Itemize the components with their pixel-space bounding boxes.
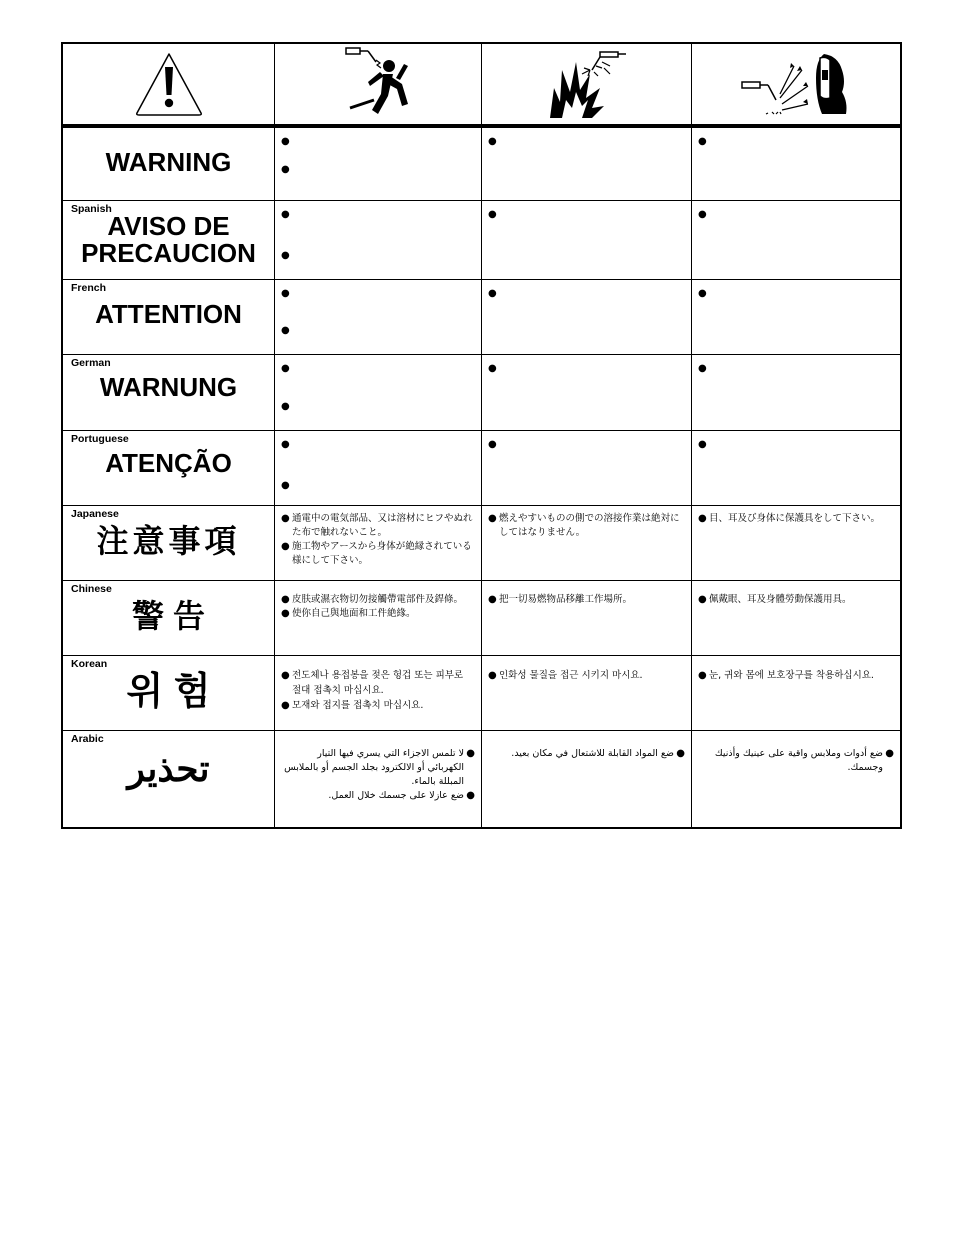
lang-cell-spanish	[63, 201, 275, 280]
warning-word: WARNING	[105, 147, 232, 177]
shock-instructions-german	[275, 355, 482, 431]
warning-word: 警 告	[132, 598, 205, 634]
list-item: ● 눈, 귀와 몸에 보호장구를 착용하십시요.	[698, 668, 894, 683]
warning-word: ATENÇÃO	[105, 448, 232, 478]
fire-instructions-french	[482, 280, 692, 355]
language-label: Portuguese	[71, 433, 129, 445]
warning-word: ATTENTION	[95, 299, 242, 329]
list-item: ● 施工物やアースから身体が絶縁されている様にして下さい。	[281, 540, 475, 568]
lang-cell-french	[63, 280, 275, 355]
list-item: ● 皮肤或濕衣物切勿接觸帶電部件及銲條。	[281, 593, 475, 607]
warning-word: AVISO DE PRECAUCION	[81, 211, 256, 268]
shock-instructions-korean	[275, 656, 482, 731]
list-item	[281, 207, 475, 248]
arc-instructions-french	[692, 280, 900, 355]
list-item: ● 佩戴眼、耳及身體勞動保護用具。	[698, 593, 894, 607]
list-item: ● 把一切易燃物品移離工作場所。	[488, 593, 685, 607]
list-item	[281, 437, 475, 478]
electric-shock-icon	[338, 44, 418, 124]
shock-instructions-japanese	[275, 506, 482, 581]
lang-cell-chinese	[63, 581, 275, 656]
list-item: ● 인화성 물질을 접근 시키지 마시요.	[488, 668, 685, 683]
arc-instructions-korean	[692, 656, 900, 731]
lang-cell-english	[63, 128, 275, 201]
lang-cell-arabic	[63, 731, 275, 827]
language-label	[71, 130, 274, 142]
electric-shock-cell	[275, 44, 482, 128]
list-item: ● 使你自己與地面和工件絶緣。	[281, 607, 475, 621]
lang-cell-german	[63, 355, 275, 431]
warning-word: 위 험	[126, 671, 211, 713]
fire-explosion-cell	[482, 44, 692, 128]
fire-instructions-korean	[482, 656, 692, 731]
multilingual-warning-table	[61, 42, 902, 829]
language-label: German	[71, 357, 111, 369]
shock-instructions-english	[275, 128, 482, 201]
fire-explosion-icon	[542, 48, 632, 120]
list-item	[281, 361, 475, 399]
arc-instructions-portuguese	[692, 431, 900, 506]
list-item: ● 通電中の電気部品、又は溶材にヒフやぬれた布で触れないこと。	[281, 512, 475, 540]
arc-rays-cell	[692, 44, 900, 128]
list-item: ● 모재와 접지를 접촉치 마십시요.	[281, 698, 475, 713]
arc-instructions-spanish	[692, 201, 900, 280]
warning-word: 注意事項	[96, 523, 241, 559]
fire-instructions-spanish	[482, 201, 692, 280]
arc-rays-face-shield-icon	[738, 48, 854, 120]
arc-instructions-japanese	[692, 506, 900, 581]
fire-instructions-arabic	[482, 731, 692, 827]
fire-instructions-chinese	[482, 581, 692, 656]
list-item: ● 전도체나 용접봉을 젖은 헝겁 또는 피부로 절대 접촉치 마십시요.	[281, 668, 475, 698]
list-item	[281, 286, 475, 323]
language-label: Chinese	[71, 583, 112, 595]
arc-instructions-english	[692, 128, 900, 201]
fire-instructions-japanese	[482, 506, 692, 581]
language-label: French	[71, 282, 107, 294]
shock-instructions-arabic	[275, 731, 482, 827]
lang-cell-korean	[63, 656, 275, 731]
arc-instructions-arabic	[692, 731, 900, 827]
list-item: ● ضع عازلا على جسمك خلال العمل.	[281, 789, 475, 803]
warning-triangle-icon	[134, 51, 204, 117]
list-item: ● ضع المواد القابلة للاشتعال في مكان بعيد.	[488, 747, 685, 761]
language-label: Spanish	[71, 203, 112, 215]
list-item: ● 目、耳及び身体に保護具をして下さい。	[698, 512, 894, 526]
list-item	[281, 134, 475, 162]
list-item: ● ضع أدوات وملابس واقية على عينيك وأذنيك وجسمك.	[698, 747, 894, 775]
fire-instructions-german	[482, 355, 692, 431]
shock-instructions-french	[275, 280, 482, 355]
list-item: ● 燃えやすいものの側での溶接作業は絶対にしてはなりません。	[488, 512, 685, 540]
warning-triangle-cell	[63, 44, 275, 128]
language-label: Japanese	[71, 508, 119, 520]
language-label: Korean	[71, 658, 108, 670]
arc-instructions-german	[692, 355, 900, 431]
list-item: ● لا تلمس الاجزاء التي يسري فيها التيار الكهربائي أو الالكترود بجلد الجسم أو بالملابس المبللة بالماء.	[281, 747, 475, 789]
fire-instructions-portuguese	[482, 431, 692, 506]
fire-instructions-english	[482, 128, 692, 201]
warning-word: WARNUNG	[99, 372, 238, 402]
shock-instructions-portuguese	[275, 431, 482, 506]
arc-instructions-chinese	[692, 581, 900, 656]
shock-instructions-chinese	[275, 581, 482, 656]
shock-instructions-spanish	[275, 201, 482, 280]
lang-cell-portuguese	[63, 431, 275, 506]
warning-word: تحذير	[127, 748, 210, 789]
language-label: Arabic	[71, 733, 104, 745]
lang-cell-japanese	[63, 506, 275, 581]
